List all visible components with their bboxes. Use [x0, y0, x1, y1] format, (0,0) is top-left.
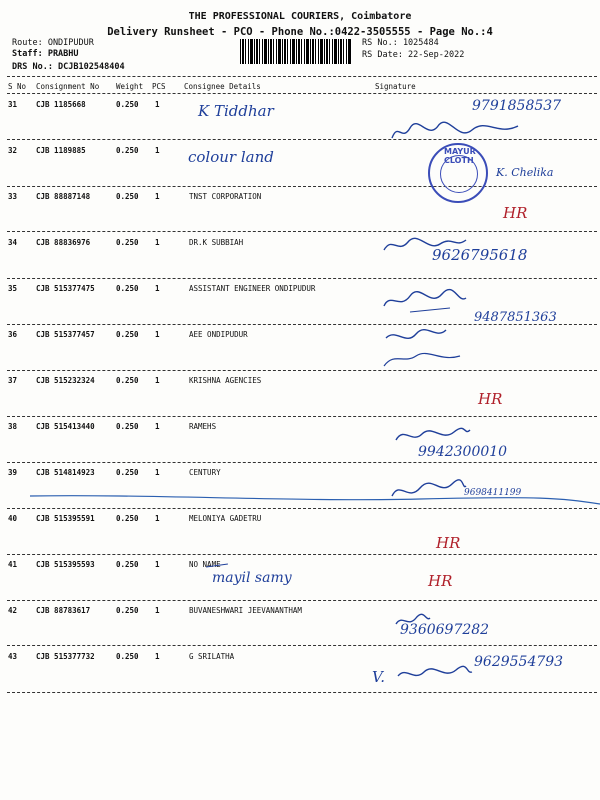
cell-pcs: 1 — [155, 652, 160, 661]
cell-consignment: CJB 514814923 — [36, 468, 95, 477]
cell-weight: 0.250 — [116, 422, 139, 431]
cell-weight: 0.250 — [116, 468, 139, 477]
cell-weight: 0.250 — [116, 330, 139, 339]
cell-consignee: NO NAME — [189, 560, 221, 569]
cell-weight: 0.250 — [116, 376, 139, 385]
cell-consignee: AEE ONDIPUDUR — [189, 330, 248, 339]
cell-pcs: 1 — [155, 514, 160, 523]
col-consignment: Consignment No — [36, 82, 100, 91]
cell-pcs: 1 — [155, 606, 160, 615]
cell-sno: 39 — [8, 468, 18, 477]
handwritten-consignee: mayil samy — [212, 570, 292, 586]
page-title: THE PROFESSIONAL COURIERS, Coimbatore — [188, 11, 412, 22]
cell-weight: 0.250 — [116, 284, 139, 293]
cell-pcs: 1 — [155, 192, 160, 201]
cell-consignment: CJB 88783617 — [36, 606, 91, 615]
cell-pcs: 1 — [155, 422, 160, 431]
cell-consignment: CJB 1189885 — [36, 146, 86, 155]
row-divider — [7, 600, 597, 601]
col-weight: Weight — [116, 82, 144, 91]
cell-consignee: MELONIYA GADETRU — [189, 514, 262, 523]
cell-consignee: ASSISTANT ENGINEER ONDIPUDUR — [189, 284, 316, 293]
cell-sno: 35 — [8, 284, 18, 293]
barcode — [240, 39, 352, 64]
cell-consignee: DR.K SUBBIAH — [189, 238, 244, 247]
cell-pcs: 1 — [155, 100, 160, 109]
cell-consignment: CJB 88887148 — [36, 192, 91, 201]
handwritten-remark: HR — [478, 390, 503, 408]
handwritten-phone: 9791858537 — [472, 98, 562, 114]
cell-sno: 38 — [8, 422, 18, 431]
cell-consignment: CJB 515395593 — [36, 560, 95, 569]
rs-date: RS Date: 22-Sep-2022 — [362, 50, 465, 60]
row-divider — [7, 462, 597, 463]
cell-consignment: CJB 1185668 — [36, 100, 86, 109]
cell-consignee: TNST CORPORATION — [189, 192, 262, 201]
handwritten-signature: K. Chelika — [496, 166, 554, 179]
handwritten-consignee: K Tiddhar — [198, 102, 274, 120]
row-divider — [7, 416, 597, 417]
cell-sno: 43 — [8, 652, 18, 661]
row-divider — [7, 554, 597, 555]
cell-weight: 0.250 — [116, 192, 139, 201]
cell-pcs: 1 — [155, 146, 160, 155]
signature-mark — [394, 664, 474, 686]
row-divider — [7, 231, 597, 232]
staff-label: Staff: PRABHU — [12, 49, 79, 59]
cell-consignment: CJB 515377457 — [36, 330, 95, 339]
handwritten-phone: 9360697282 — [400, 622, 490, 638]
cell-sno: 33 — [8, 192, 18, 201]
cell-weight: 0.250 — [116, 560, 139, 569]
col-consignee: Consignee Details — [184, 82, 261, 91]
cell-sno: 42 — [8, 606, 18, 615]
cell-pcs: 1 — [155, 238, 160, 247]
row-divider — [7, 278, 597, 279]
col-sno: S No — [8, 82, 27, 91]
cell-sno: 32 — [8, 146, 18, 155]
cell-sno: 40 — [8, 514, 18, 523]
handwritten-consignee: colour land — [188, 148, 274, 166]
handwritten-remark: HR — [428, 572, 453, 590]
cell-weight: 0.250 — [116, 606, 139, 615]
route-label: Route: ONDIPUDUR — [12, 38, 94, 48]
cell-weight: 0.250 — [116, 652, 139, 661]
cell-consignment: CJB 515232324 — [36, 376, 95, 385]
handwritten-remark: HR — [503, 204, 528, 222]
signature-mark — [380, 326, 470, 370]
handwritten-remark: HR — [436, 534, 461, 552]
cell-pcs: 1 — [155, 468, 160, 477]
cell-pcs: 1 — [155, 560, 160, 569]
cell-sno: 31 — [8, 100, 18, 109]
signature-mark — [392, 424, 472, 446]
company-stamp: MAYUR CLOTH — [428, 143, 488, 203]
row-divider — [7, 692, 597, 693]
cell-sno: 36 — [8, 330, 18, 339]
cell-consignee: BUVANESHWARI JEEVANANTHAM — [189, 606, 302, 615]
cell-consignment: CJB 515377475 — [36, 284, 95, 293]
cell-consignment: CJB 88836976 — [36, 238, 91, 247]
handwritten-phone: 9942300010 — [418, 444, 508, 460]
row-divider — [7, 645, 597, 646]
cell-sno: 34 — [8, 238, 18, 247]
cell-sno: 37 — [8, 376, 18, 385]
divider — [7, 93, 597, 94]
cell-weight: 0.250 — [116, 238, 139, 247]
cell-consignment: CJB 515377732 — [36, 652, 95, 661]
rs-number: RS No.: 1025484 — [362, 38, 439, 48]
cell-sno: 41 — [8, 560, 18, 569]
col-signature: Signature — [375, 82, 416, 91]
col-pcs: PCS — [152, 82, 166, 91]
cell-consignment: CJB 515413440 — [36, 422, 95, 431]
cell-consignee: KRISHNA AGENCIES — [189, 376, 262, 385]
handwritten-phone: 9629554793 — [474, 654, 564, 670]
handwritten-phone: 9487851363 — [474, 310, 557, 325]
handwritten-phone: 9626795618 — [432, 246, 528, 264]
signature-mark — [388, 476, 468, 506]
cell-weight: 0.250 — [116, 146, 139, 155]
cell-consignee: CENTURY — [189, 468, 221, 477]
handwritten-signature: V. — [372, 668, 385, 686]
drs-number: DRS No.: DCJB102548404 — [12, 62, 125, 72]
cell-pcs: 1 — [155, 284, 160, 293]
handwritten-phone: 9698411199 — [464, 488, 522, 498]
runsheet-subtitle: Delivery Runsheet - PCO - Phone No.:0422-3505555 - Page No.:4 — [107, 26, 493, 38]
row-divider — [7, 370, 597, 371]
row-divider — [7, 186, 597, 187]
divider — [7, 76, 597, 77]
cell-consignment: CJB 515395591 — [36, 514, 95, 523]
cell-weight: 0.250 — [116, 100, 139, 109]
cell-weight: 0.250 — [116, 514, 139, 523]
signature-mark — [380, 284, 470, 316]
signature-mark — [388, 118, 523, 146]
cell-pcs: 1 — [155, 376, 160, 385]
cell-consignee: RAMEHS — [189, 422, 217, 431]
cell-consignee: G SRILATHA — [189, 652, 235, 661]
cell-pcs: 1 — [155, 330, 160, 339]
